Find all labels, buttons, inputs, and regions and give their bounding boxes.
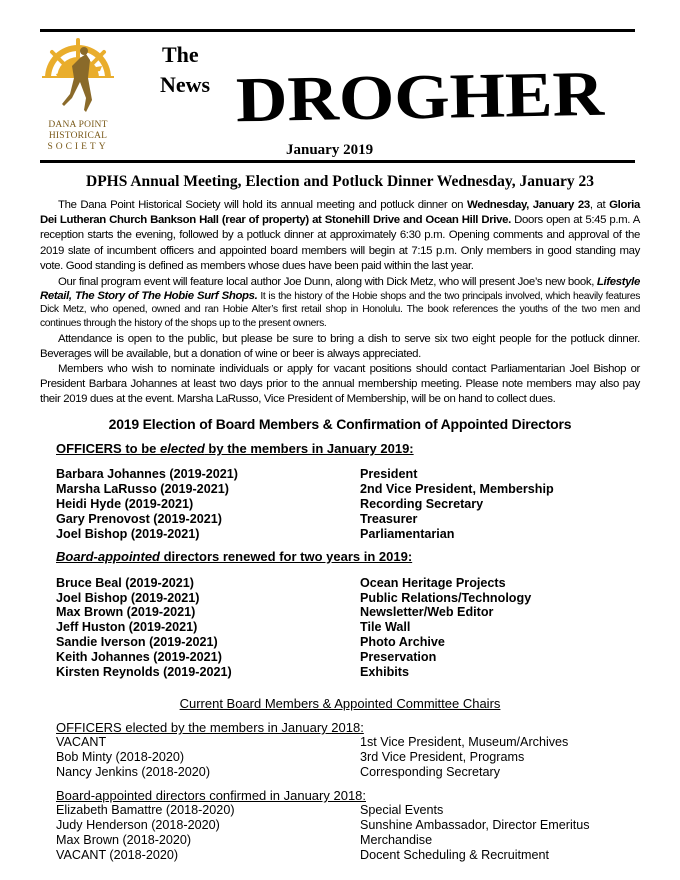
appointed-heading-b: directors renewed for two years in 2019: xyxy=(160,549,413,564)
director-name: Max Brown (2019-2021) xyxy=(56,605,196,619)
current-director-name: VACANT (2018-2020) xyxy=(56,848,179,862)
article-paragraph-4 xyxy=(40,362,640,408)
director-row xyxy=(56,605,616,620)
p1-date: Wednesday, January 23 xyxy=(467,199,590,211)
officer-role: Recording Secretary xyxy=(360,497,484,511)
current-director-name: Elizabeth Bamattre (2018-2020) xyxy=(56,803,235,817)
masthead-the: The xyxy=(162,42,199,67)
current-director-role: Sunshine Ambassador, Director Emeritus xyxy=(360,818,590,832)
current-officer-row xyxy=(56,750,616,765)
masthead-news: News xyxy=(160,72,211,97)
officers-heading-b: elected xyxy=(160,441,205,456)
director-row xyxy=(56,591,616,606)
masthead-bottom-rule xyxy=(40,160,635,163)
officer-role: 2nd Vice President, Membership xyxy=(360,482,554,496)
director-row xyxy=(56,620,616,635)
logo-line-3: SOCIETY xyxy=(47,142,109,152)
current-director-name: Max Brown (2018-2020) xyxy=(56,833,192,847)
logo-line-2: HISTORICAL xyxy=(48,131,108,141)
director-row xyxy=(56,635,616,650)
officer-row xyxy=(56,467,616,482)
officer-row xyxy=(56,497,616,512)
logo-caption xyxy=(42,120,114,153)
current-officer-role: 1st Vice President, Museum/Archives xyxy=(360,735,569,749)
p2-text-a: Our final program event will feature local author Joe Dunn, along with Dick Metz, who will present Joe’s new book, xyxy=(58,276,597,288)
officer-name: Barbara Johannes (2019-2021) xyxy=(56,467,239,481)
director-name: Bruce Beal (2019-2021) xyxy=(56,576,194,590)
p1-location: Gloria Dei Lutheran Church Bankson Hall (rear of property) at Stonehill Drive and Ocean Hill Drive. xyxy=(40,199,640,227)
current-director-row xyxy=(56,818,616,833)
director-role: Photo Archive xyxy=(360,635,445,649)
officers-heading-a: OFFICERS to be xyxy=(56,441,160,456)
current-officer-name: Nancy Jenkins (2018-2020) xyxy=(56,765,211,779)
officer-row xyxy=(56,482,616,497)
p1-text-a: The Dana Point Historical Society will hold its annual meeting and potluck dinner on xyxy=(58,199,468,211)
p1-text-e: Doors open at 5:45 p.m. A reception starts the evening, followed by a potluck dinner at approximately 6:30 p.m. Opening comments and approval of the 2019 slate of incumbent officers and appointed board members will begin at 7:15 p.m. Only members in good standing may vote. Good standing is defined as members whose dues have been paid within the last year. xyxy=(40,214,641,272)
current-officer-row xyxy=(56,765,616,780)
appointed-renewed-heading xyxy=(56,549,412,564)
current-director-row xyxy=(56,803,616,818)
director-row xyxy=(56,576,616,591)
current-board-title xyxy=(0,696,680,711)
current-board-title-text: Current Board Members & Appointed Committee Chairs xyxy=(179,696,501,711)
masthead-top-rule xyxy=(40,29,635,32)
article-paragraph-2 xyxy=(40,276,640,330)
p2-book-title: Lifestyle Retail, The Story of The Hobie Surf Shops. xyxy=(40,276,640,302)
director-name: Joel Bishop (2019-2021) xyxy=(56,591,200,605)
current-officers-heading: OFFICERS elected by the members in January 2018: xyxy=(56,720,364,735)
logo-line-1: DANA POINT xyxy=(48,120,108,130)
article-headline: DPHS Annual Meeting, Election and Potluck Dinner Wednesday, January 23 xyxy=(86,173,594,190)
director-row xyxy=(56,650,616,665)
current-officer-name: Bob Minty (2018-2020) xyxy=(56,750,185,764)
director-name: Jeff Huston (2019-2021) xyxy=(56,620,198,634)
director-name: Sandie Iverson (2019-2021) xyxy=(56,635,218,649)
current-officer-role: 3rd Vice President, Programs xyxy=(360,750,525,764)
officer-role: Treasurer xyxy=(360,512,418,526)
current-director-role: Merchandise xyxy=(360,833,433,847)
director-role: Preservation xyxy=(360,650,437,664)
officer-row xyxy=(56,512,616,527)
p2-text-c: It is the history of the Hobie shops and the two principals involved, which heavily features Dick Metz, who opened, owned and ran Hobie Alter’s first retail shop in Honolulu. The book references the youths of the two men and continues through the history of the shops up to the present owners. xyxy=(40,290,640,329)
p3-text: Attendance is open to the public, but please be sure to bring a dish to serve six two eight people for the potluck dinner. Beverages will be available, but a donation of wine or beer is always appreciated. xyxy=(40,333,640,361)
officer-role: Parliamentarian xyxy=(360,527,455,541)
director-role: Public Relations/Technology xyxy=(360,591,532,605)
director-role: Tile Wall xyxy=(360,620,411,634)
director-name: Kirsten Reynolds (2019-2021) xyxy=(56,665,232,679)
current-director-role: Special Events xyxy=(360,803,444,817)
current-officer-row xyxy=(56,735,616,750)
issue-date: January 2019 xyxy=(286,142,374,158)
current-appointed-heading: Board-appointed directors confirmed in January 2018: xyxy=(56,788,367,803)
director-name: Keith Johannes (2019-2021) xyxy=(56,650,222,664)
current-officer-name: VACANT xyxy=(56,735,107,749)
appointed-heading-a: Board-appointed xyxy=(56,549,160,564)
officer-name: Joel Bishop (2019-2021) xyxy=(56,527,200,541)
p4-text: Members who wish to nominate individuals or apply for vacant positions should contact Parliamentarian Joel Bishop or President Barbara Johannes at least two days prior to the annual membership meeting. Please note members may also pay their 2019 dues at the event. Marsha LaRusso, Vice President of Membership, will be on hand to collect dues. xyxy=(40,363,640,406)
masthead-title xyxy=(230,38,610,138)
current-officer-role: Corresponding Secretary xyxy=(360,765,501,779)
director-role: Ocean Heritage Projects xyxy=(360,576,506,590)
article-paragraph-1 xyxy=(40,198,640,274)
officer-row xyxy=(56,527,616,542)
director-role: Exhibits xyxy=(360,665,409,679)
current-director-name: Judy Henderson (2018-2020) xyxy=(56,818,220,832)
director-role: Newsletter/Web Editor xyxy=(360,605,494,619)
officer-name: Gary Prenovost (2019-2021) xyxy=(56,512,222,526)
officers-elected-heading xyxy=(56,441,414,456)
officer-role: President xyxy=(360,467,418,481)
p1-text-c: , at xyxy=(589,199,610,211)
officer-name: Heidi Hyde (2019-2021) xyxy=(56,497,194,511)
director-row xyxy=(56,665,616,680)
current-director-row xyxy=(56,833,616,848)
officers-heading-c: by the members in January 2019: xyxy=(204,441,414,456)
article-paragraph-3 xyxy=(40,332,640,362)
masthead-title-text: DROGHER xyxy=(235,58,568,136)
officer-name: Marsha LaRusso (2019-2021) xyxy=(56,482,229,496)
current-director-role: Docent Scheduling & Recruitment xyxy=(360,848,550,862)
current-director-row xyxy=(56,848,616,863)
election-section-title: 2019 Election of Board Members & Confirmation of Appointed Directors xyxy=(108,416,572,432)
